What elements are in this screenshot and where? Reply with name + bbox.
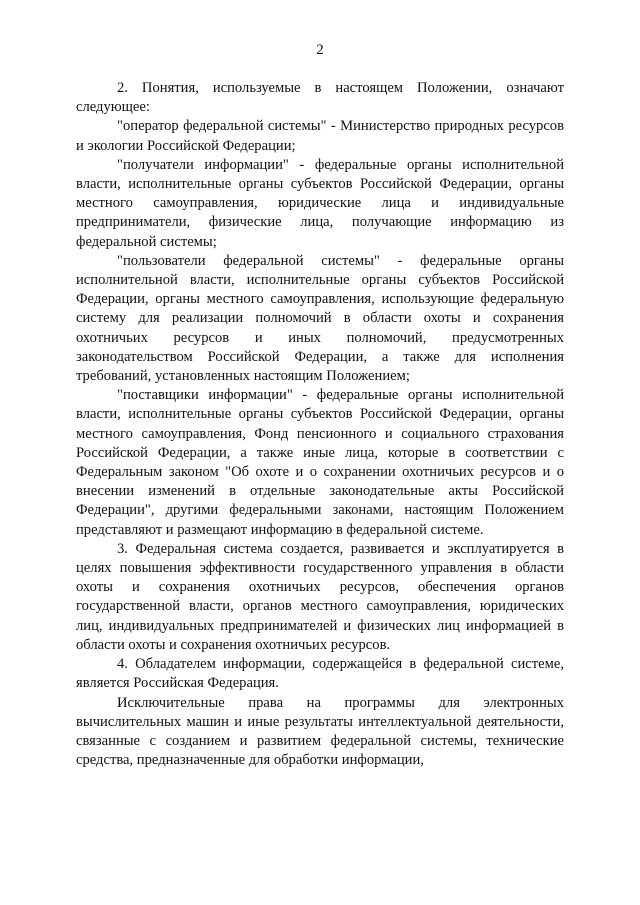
document-body: [76, 79, 564, 770]
paragraph-definition-operator: "оператор федеральной системы" - Министерство природных ресурсов и экологии Российской Федерации;: [76, 118, 564, 154]
paragraph-2-definitions-intro: 2. Понятия, используемые в настоящем Положении, означают следующее:: [76, 80, 564, 116]
paragraph-definition-users: "пользователи федеральной системы" - федеральные органы исполнительной власти, исполнительные органы субъектов Российской Федерации, органы местного самоуправления, использующие федеральную систему для реализации полномочий в области охоты и сохранения охотничьих ресурсов и иных полномочий, предусмотренных законодательством Российской Федерации, а также для исполнения требований, установленных настоящим Положением;: [76, 252, 564, 385]
paragraph-4-owner: 4. Обладателем информации, содержащейся в федеральной системе, является Российская Федерация.: [76, 656, 564, 692]
page-number: 2: [316, 42, 324, 58]
paragraph-exclusive-rights: Исключительные права на программы для электронных вычислительных машин и иные результаты интеллектуальной деятельности, связанные с созданием и развитием федеральной системы, технические средства, предназначенные для обработки информации,: [76, 694, 564, 769]
paragraph-definition-suppliers: "поставщики информации" - федеральные органы исполнительной власти, исполнительные органы субъектов Российской Федерации, органы местного самоуправления, Фонд пенсионного и социального страхования Российской Федерации, а также иные лица, которые в соответствии с Федеральным законом "Об охоте и о сохранении охотничьих ресурсов и о внесении изменений в отдельные законодательные акты Российской Федерации", другими федеральными законами, настоящим Положением представляют и размещают информацию в федеральной системе.: [76, 387, 564, 538]
paragraph-definition-recipients: "получатели информации" - федеральные органы исполнительной власти, исполнительные органы субъектов Российской Федерации, органы местного самоуправления, юридические лица и индивидуальные предприниматели, физические лица, получающие информацию из федеральной системы;: [76, 156, 564, 250]
paragraph-3-purpose: 3. Федеральная система создается, развивается и эксплуатируется в целях повышения эффективности государственного управления в области охоты и сохранения охотничьих ресурсов, обеспечения органов государственной власти, органов местного самоуправления, юридических лиц, индивидуальных предпринимателей и физических лиц информацией в области охоты и сохранения охотничьих ресурсов.: [76, 540, 564, 653]
